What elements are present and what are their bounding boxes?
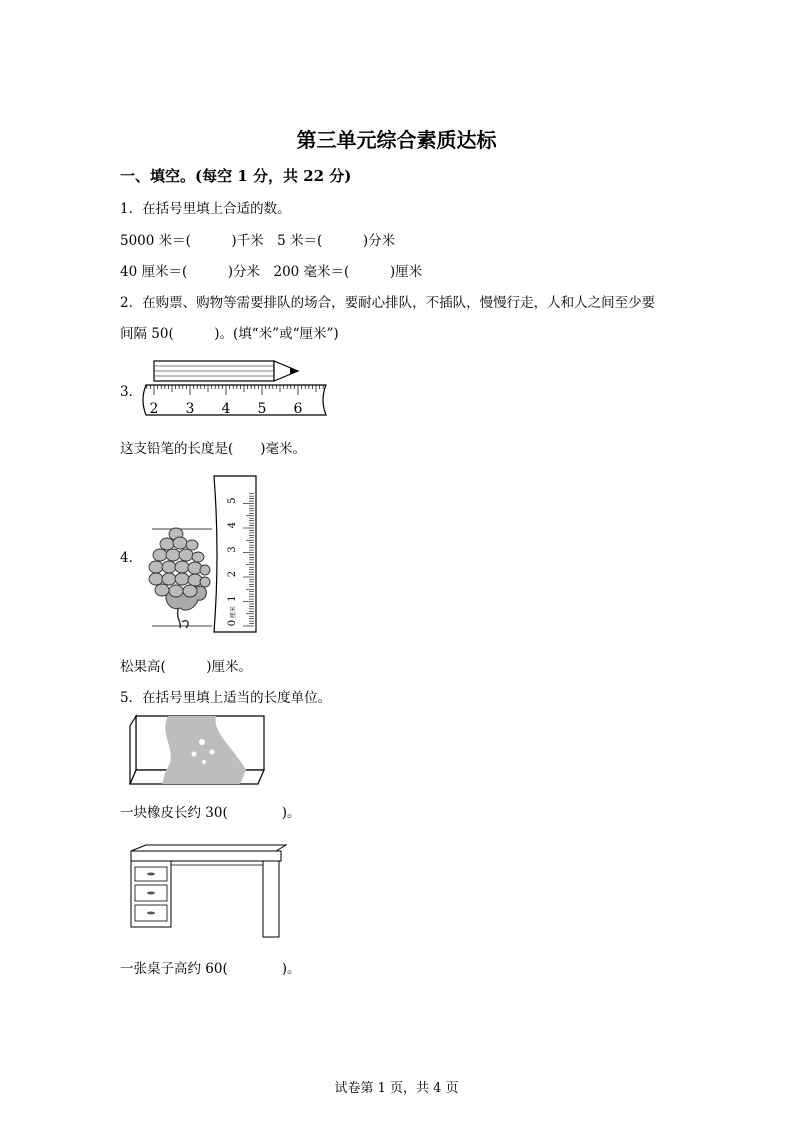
ruler-tick-label: 3 [185, 401, 195, 417]
q4-number: 4． [120, 550, 143, 566]
section-heading: 一、填空。(每空 1 分，共 22 分) [120, 167, 352, 185]
q4-answer: 松果高( )厘米。 [120, 659, 253, 675]
eraser-icon [128, 712, 278, 787]
q4-ruler-unit: 厘米 [230, 605, 237, 618]
ruler-tick-label: 5 [257, 401, 267, 417]
pinecone-ruler-figure [140, 472, 270, 637]
page-title: 第三单元综合素质达标 [296, 128, 497, 152]
q2-line2: 间隔 50( )。(填“米”或“厘米”) [120, 326, 339, 342]
q5-desk: 一张桌子高约 60( )。 [120, 961, 301, 977]
ruler-tick-label: 2 [149, 401, 159, 417]
ruler-tick-label: 2 [227, 570, 238, 578]
pencil-icon [154, 361, 298, 381]
q1-row1: 5000 米＝( )千米 5 米＝( )分米 [120, 233, 396, 249]
ruler-tick-label: 0 [227, 619, 238, 627]
page-footer: 试卷第 1 页，共 4 页 [334, 1081, 459, 1096]
q3-number: 3． [120, 384, 143, 400]
desk-icon [128, 843, 288, 938]
ruler-tick-label: 4 [221, 401, 231, 417]
q5-eraser: 一块橡皮长约 30( )。 [120, 805, 301, 821]
ruler-tick-label: 5 [227, 497, 238, 504]
q5-prompt: 5．在括号里填上适当的长度单位。 [120, 690, 332, 706]
ruler-tick-label: 6 [293, 401, 303, 417]
ruler-tick-label: 3 [227, 546, 238, 553]
ruler-tick-label: 4 [227, 521, 238, 529]
q1-prompt: 1．在括号里填上合适的数。 [120, 201, 291, 217]
q2-line1: 2．在购票、购物等需要排队的场合，要耐心排队，不插队，慢慢行走，人和人之间至少要 [120, 295, 656, 311]
pencil-ruler-figure [140, 355, 340, 425]
q3-answer: 这支铅笔的长度是( )毫米。 [120, 441, 307, 457]
ruler-tick-label: 1 [227, 595, 238, 602]
q1-row2: 40 厘米＝( )分米 200 毫米＝( )厘米 [120, 264, 423, 280]
pinecone-icon [149, 528, 210, 628]
